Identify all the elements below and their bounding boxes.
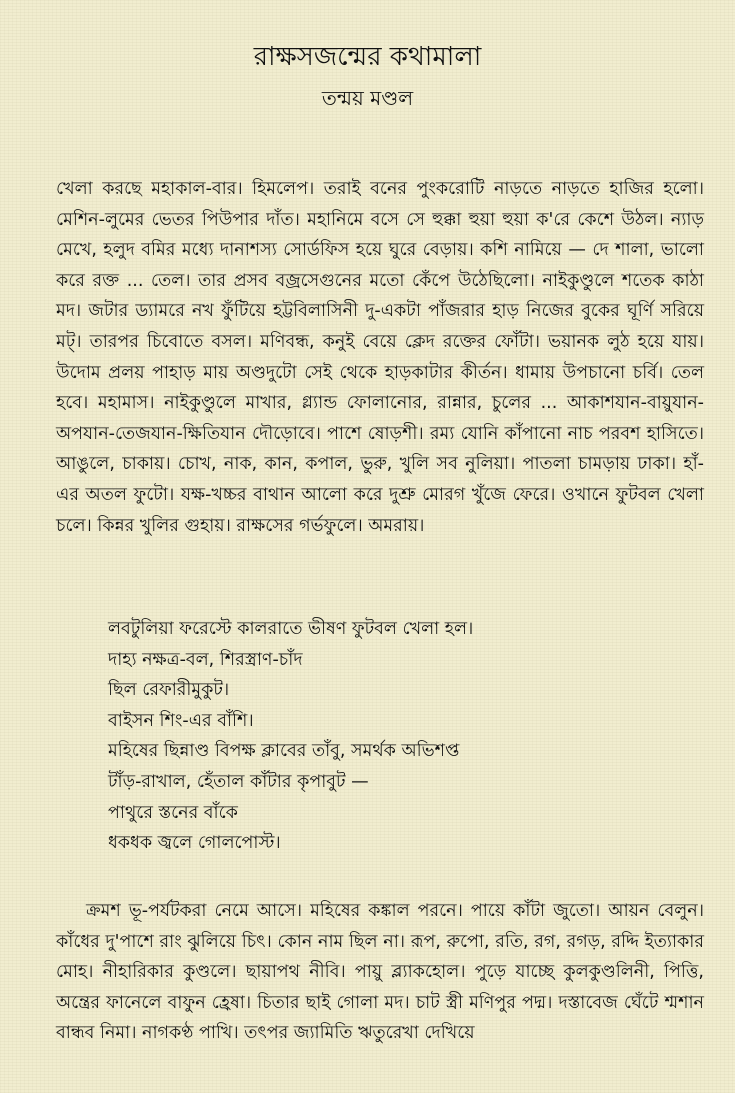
poem-line: ছিল রেফারীমুকুট। (108, 680, 230, 701)
page-title: রাক্ষসজন্মের কথামালা (253, 42, 482, 72)
poem-line: টাঁড়-রাখাল, হেঁতাল কাঁটার কৃপাবুট — (108, 771, 369, 792)
poem-stanza (108, 614, 708, 859)
poem-line: ধকধক জ্বলে গোলপোস্ট। (108, 833, 281, 854)
prose-paragraph-2: ক্রমশ ভূ-পর্যটকরা নেমে আসে। মহিষের কঙ্কাল পরনে। পায়ে কাঁটা জুতো। আয়ন বেলুন। কাঁধের দু'পাশে রাং ঝুলিয়ে চিৎ। কোন নাম ছিল না। রূপ, রুপো, রতি, রগ, রগড়, রদ্দি ইত্যাকার মোহ। নীহারিকার কুণ্ডলে। ছায়াপথ নীবি। পায়ু ব্ল্যাকহোল। পুড়ে যাচ্ছে কুলকুণ্ডলিনী, পিত্তি, অন্ত্রের ফানেলে বাফুন হ্রেষা। চিতার ছাই গোলা মদ। চাট স্ত্রী মণিপুর পদ্ম। দস্তাবেজ ঘেঁটে শ্মশান বান্ধব নিমা। নাগকণ্ঠ পাখি। তৎপর জ্যামিতি ঋতুরেখা দেখিয়ে (56, 901, 704, 1044)
poem-line: পাথুরে স্তনের বাঁকে (108, 802, 238, 823)
prose-paragraph-1: খেলা করছে মহাকাল-বার। হিমলেপ। তরাই বনের পুংকরোটি নাড়তে নাড়তে হাজির হলো। মেশিন-লুমের ভেতর পিউপার দাঁত। মহানিমে বসে সে হুক্কা হুয়া হুয়া ক'রে কেশে উঠল। ন্যাড় মেখে, হলুদ বমির মধ্যে দানাশস্য সোর্ডফিস হয়ে ঘুরে বেড়ায়। কশি নামিয়ে — দে শালা, ভালো করে রক্ত ... তেল। তার প্রসব বজ্রসেগুনের মতো কেঁপে উঠেছিলো। নাইকুণ্ডুলে শতেক কাঠা মদ। জটার ড্যামরে নখ ফুঁটিয়ে হট্টবিলাসিনী দু-একটা পাঁজরার হাড় নিজের বুকের ঘূর্ণি সরিয়ে মট্। তারপর চিবোতে বসল। মণিবন্ধ, কনুই বেয়ে ক্লেদ রক্তের ফোঁটা। ভয়ানক লুঠ হয়ে যায়। উদোম প্রলয় পাহাড় মায় অণ্ডদুটো সেই থেকে হাড়কাটার কীর্তন। ধামায় উপচানো চর্বি। তেল হবে। মহামাস। নাইকুণ্ডুলে মাখার, গ্ল্যান্ড ফোলানোর, রান্নার, চুলের ... আকাশযান-বায়ুযান-অপযান-তেজযান-ক্ষিতিযান দৌড়োবে। পাশে ষোড়শী। রম্য যোনি কাঁপানো নাচ পরবশ হাসিতে। আঙুলে, চাকায়। চোখ, নাক, কান, কপাল, ভুরু, খুলি সব নুলিয়া। পাতলা চামড়ায় ঢাকা। হাঁ-এর অতল ফুটো। যক্ষ-খচ্চর বাথান আলো করে দুশ্রু মোরগ খুঁজে ফেরে। ওখানে ফুটবল খেলা চলে। কিন্নর খুলির গুহায়। রাক্ষসের গর্ভফুলে। অমরায়। (56, 179, 704, 536)
poem-line: মহিষের ছিন্নাণ্ড বিপক্ষ ক্লাবের তাঁবু, সমর্থক অভিশপ্ত (108, 741, 460, 762)
author-name: তন্ময় মণ্ডল (321, 86, 414, 110)
poem-line: দাহ্য নক্ষত্র-বল, শিরস্ত্রাণ-চাঁদ (108, 649, 303, 670)
poem-line: লবটুলিয়া ফরেস্টে কালরাতে ভীষণ ফুটবল খেলা হল। (108, 619, 474, 639)
poem-line: বাইসন শিং-এর বাঁশি। (108, 710, 254, 731)
